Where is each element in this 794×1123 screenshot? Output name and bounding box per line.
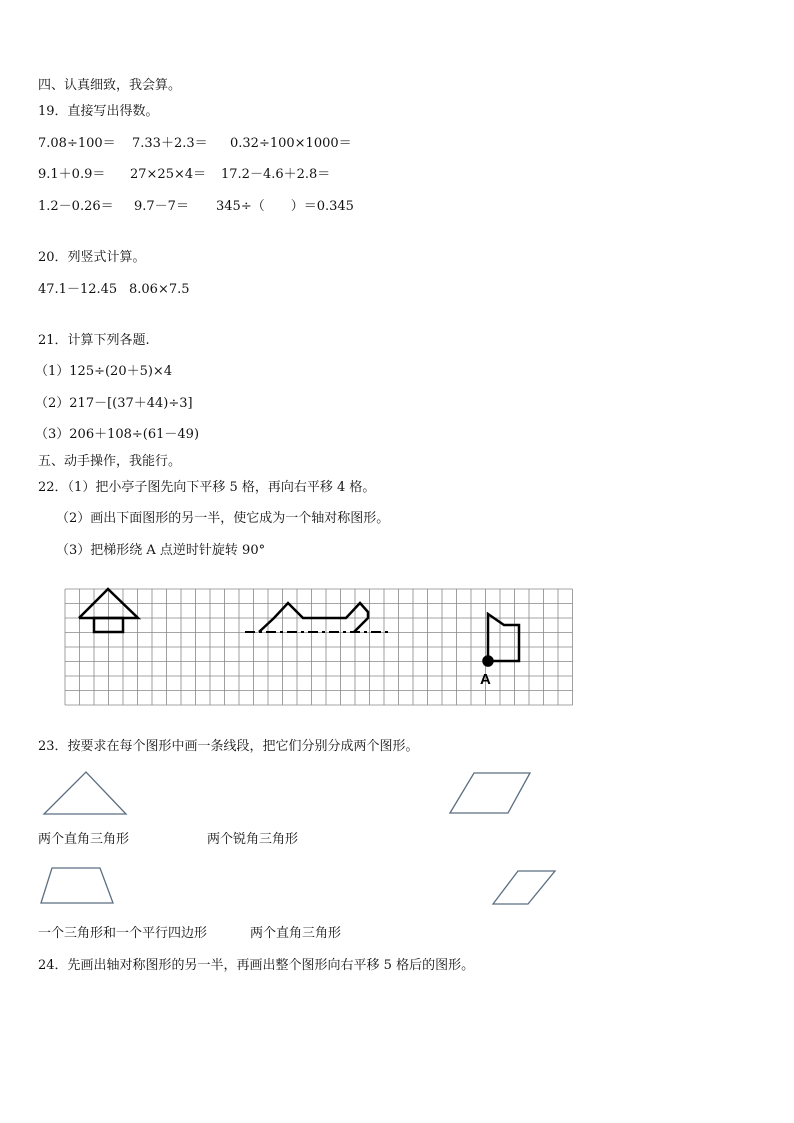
section-5-title: 五、动手操作，我能行。 (38, 454, 182, 469)
q19-r3-c2: 9.7－7＝ (134, 199, 189, 214)
q19-r1-c1: 7.08÷100＝ (38, 136, 116, 151)
q20-item-1: 47.1－12.45 (38, 282, 118, 297)
grid-lines (65, 589, 573, 705)
q20-label: 20．列竖式计算。 (38, 250, 146, 265)
q19-r1-c2: 7.33＋2.3＝ (132, 136, 208, 151)
q19-r2-c3: 17.2－4.6＋2.8＝ (221, 167, 331, 182)
point-a-label: A (480, 671, 491, 688)
parallelogram-shape-1 (446, 770, 536, 816)
q19-r3-c1: 1.2－0.26＝ (38, 199, 114, 214)
q19-r2-c1: 9.1＋0.9＝ (38, 167, 106, 182)
q23-caption-1: 两个直角三角形 (38, 832, 130, 847)
q22-line-2: （2）画出下面图形的另一半，使它成为一个轴对称图形。 (56, 511, 390, 526)
q19-r2-c2: 27×25×4＝ (130, 167, 207, 182)
q23-label: 23．按要求在每个图形中画一条线段，把它们分别分成两个图形。 (38, 739, 419, 754)
half-figure-outline (259, 603, 368, 632)
q23-caption-2: 两个锐角三角形 (207, 832, 299, 847)
q19-r1-c3: 0.32÷100×1000＝ (230, 136, 352, 151)
q21-item-3: （3）206＋108÷(61－49) (35, 427, 200, 442)
q19-label: 19．直接写出得数。 (38, 104, 159, 119)
q21-item-2: （2）217－[(37＋44)÷3] (35, 396, 193, 411)
q22-line-1: 22．（1）把小亭子图先向下平移 5 格，再向右平移 4 格。 (38, 480, 376, 495)
q21-item-1: （1）125÷(20＋5)×4 (35, 364, 173, 379)
trapezoid-shape (38, 864, 118, 906)
q20-item-2: 8.06×7.5 (129, 282, 190, 297)
q21-label: 21．计算下列各题. (38, 333, 150, 348)
q24-label: 24．先画出轴对称图形的另一半，再画出整个图形向右平移 5 格后的图形。 (38, 958, 475, 973)
q22-grid-figure (62, 585, 582, 719)
q23-caption-4: 两个直角三角形 (250, 926, 342, 941)
q22-line-3: （3）把梯形绕 A 点逆时针旋转 90° (56, 543, 266, 558)
q23-caption-3: 一个三角形和一个平行四边形 (38, 926, 208, 941)
q19-r3-c3: 345÷（ ）＝0.345 (216, 199, 354, 214)
trapezoid-figure (484, 614, 520, 666)
point-a-dot (484, 657, 493, 666)
triangle-shape (40, 768, 130, 818)
section-4-title: 四、认真细致，我会算。 (38, 78, 182, 93)
q22-grid-svg (62, 585, 582, 715)
parallelogram-shape-2 (490, 868, 560, 908)
half-figure (245, 603, 390, 632)
